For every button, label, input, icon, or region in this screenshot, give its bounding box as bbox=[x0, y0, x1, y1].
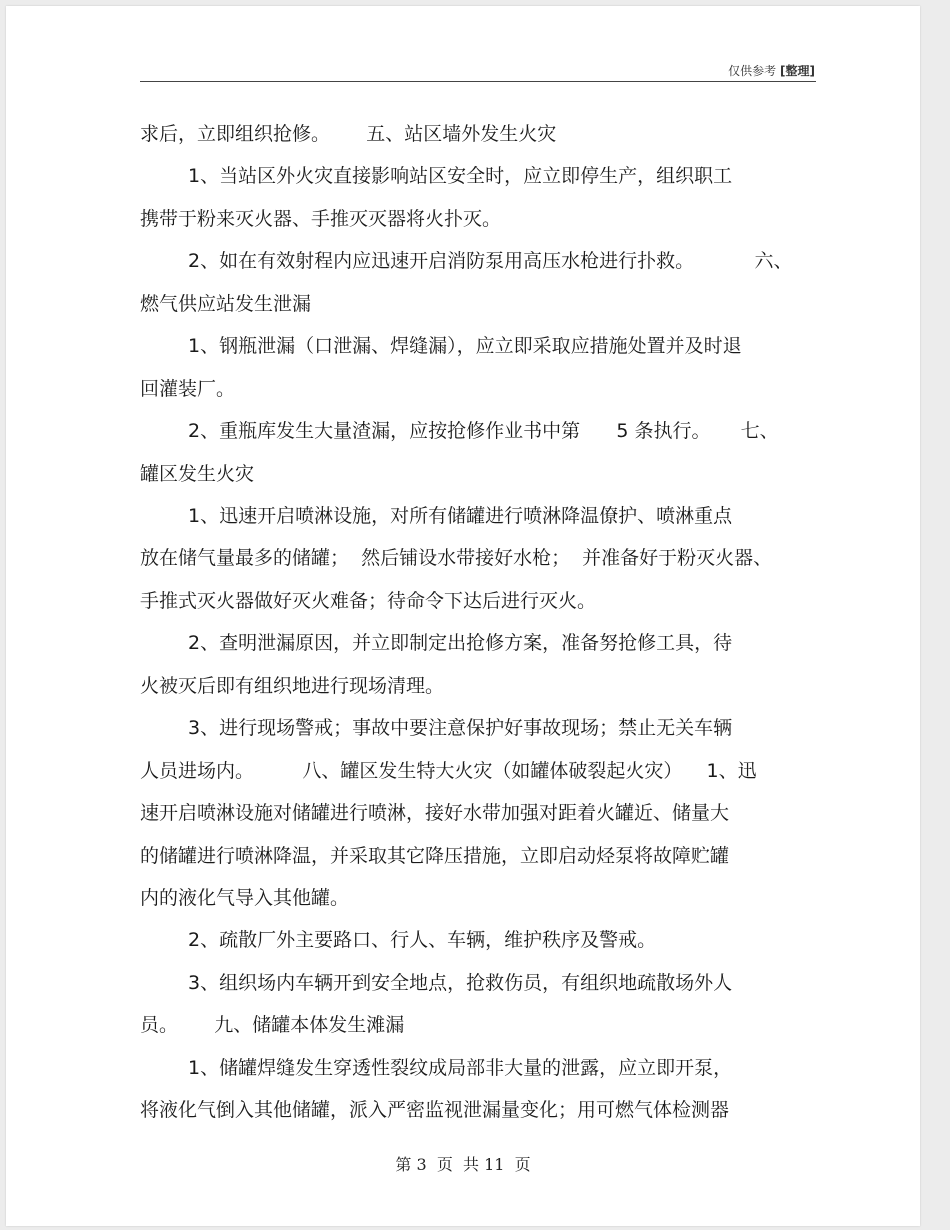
header-ref-text: 仅供参考 bbox=[728, 64, 777, 78]
body-line: 回灌装厂。 bbox=[140, 378, 236, 400]
body-line: 罐区发生火灾 bbox=[140, 463, 255, 485]
body-line: 将液化气倒入其他储罐，派入严密监视泄漏量变化；用可燃气体检测器 bbox=[140, 1099, 730, 1121]
body-line: 1、储罐焊缝发生穿透性裂纹成局部非大量的泄露，应立即开泵， bbox=[188, 1057, 733, 1079]
body-line: 放在储气量最多的储罐； 然后铺设水带接好水枪； 并准备好于粉灭火器、 bbox=[140, 547, 773, 569]
body-line: 的储罐进行喷淋降温，并采取其它降压措施，立即启动烃泵将故障贮罐 bbox=[140, 845, 730, 867]
body-line: 1、当站区外火灾直接影响站区安全时，应立即停生产，组织职工 bbox=[188, 165, 733, 187]
header-tag-text: [整理] bbox=[780, 64, 815, 78]
body-line: 内的液化气导入其他罐。 bbox=[140, 887, 350, 909]
body-line: 2、重瓶库发生大量渣漏，应按抢修作业书中第 5 条执行。 七、 bbox=[188, 420, 779, 442]
body-line: 2、疏散厂外主要路口、行人、车辆，维护秩序及警戒。 bbox=[188, 929, 657, 951]
body-line: 3、组织场内车辆开到安全地点，抢救伤员，有组织地疏散场外人 bbox=[188, 972, 733, 994]
body-line: 3、进行现场警戒；事故中要注意保护好事故现场；禁止无关车辆 bbox=[188, 717, 733, 739]
body-line: 1、钢瓶泄漏（口泄漏、焊缝漏），应立即采取应措施处置并及时退 bbox=[188, 335, 742, 357]
page-number-footer: 第 3 页 共 11 页 bbox=[395, 1155, 531, 1174]
document-page bbox=[6, 6, 920, 1226]
header-divider bbox=[140, 81, 816, 82]
body-line: 2、查明泄漏原因，并立即制定出抢修方案，准备努抢修工具，待 bbox=[188, 632, 733, 654]
body-line: 火被灭后即有组织地进行现场清理。 bbox=[140, 675, 445, 697]
body-line: 人员进场内。 八、罐区发生特大火灾（如罐体破裂起火灾） 1、迅 bbox=[140, 760, 757, 782]
page-header bbox=[140, 62, 815, 82]
body-line: 1、迅速开启喷淋设施，对所有储罐进行喷淋降温僚护、喷淋重点 bbox=[188, 505, 733, 527]
body-line: 速开启喷淋设施对储罐进行喷淋，接好水带加强对距着火罐近、储量大 bbox=[140, 802, 730, 824]
body-line: 携带于粉来灭火器、手推灭灭器将火扑灭。 bbox=[140, 208, 502, 230]
body-line: 求后，立即组织抢修。 五、站区墙外发生火灾 bbox=[140, 123, 557, 145]
body-line: 2、如在有效射程内应迅速开启消防泵用高压水枪进行扑救。 六、 bbox=[188, 250, 793, 272]
body-line: 燃气供应站发生泄漏 bbox=[140, 293, 312, 315]
body-line: 手推式灭火器做好灭火难备；待命令下达后进行灭火。 bbox=[140, 590, 597, 612]
body-line: 员。 九、储罐本体发生滩漏 bbox=[140, 1014, 405, 1036]
